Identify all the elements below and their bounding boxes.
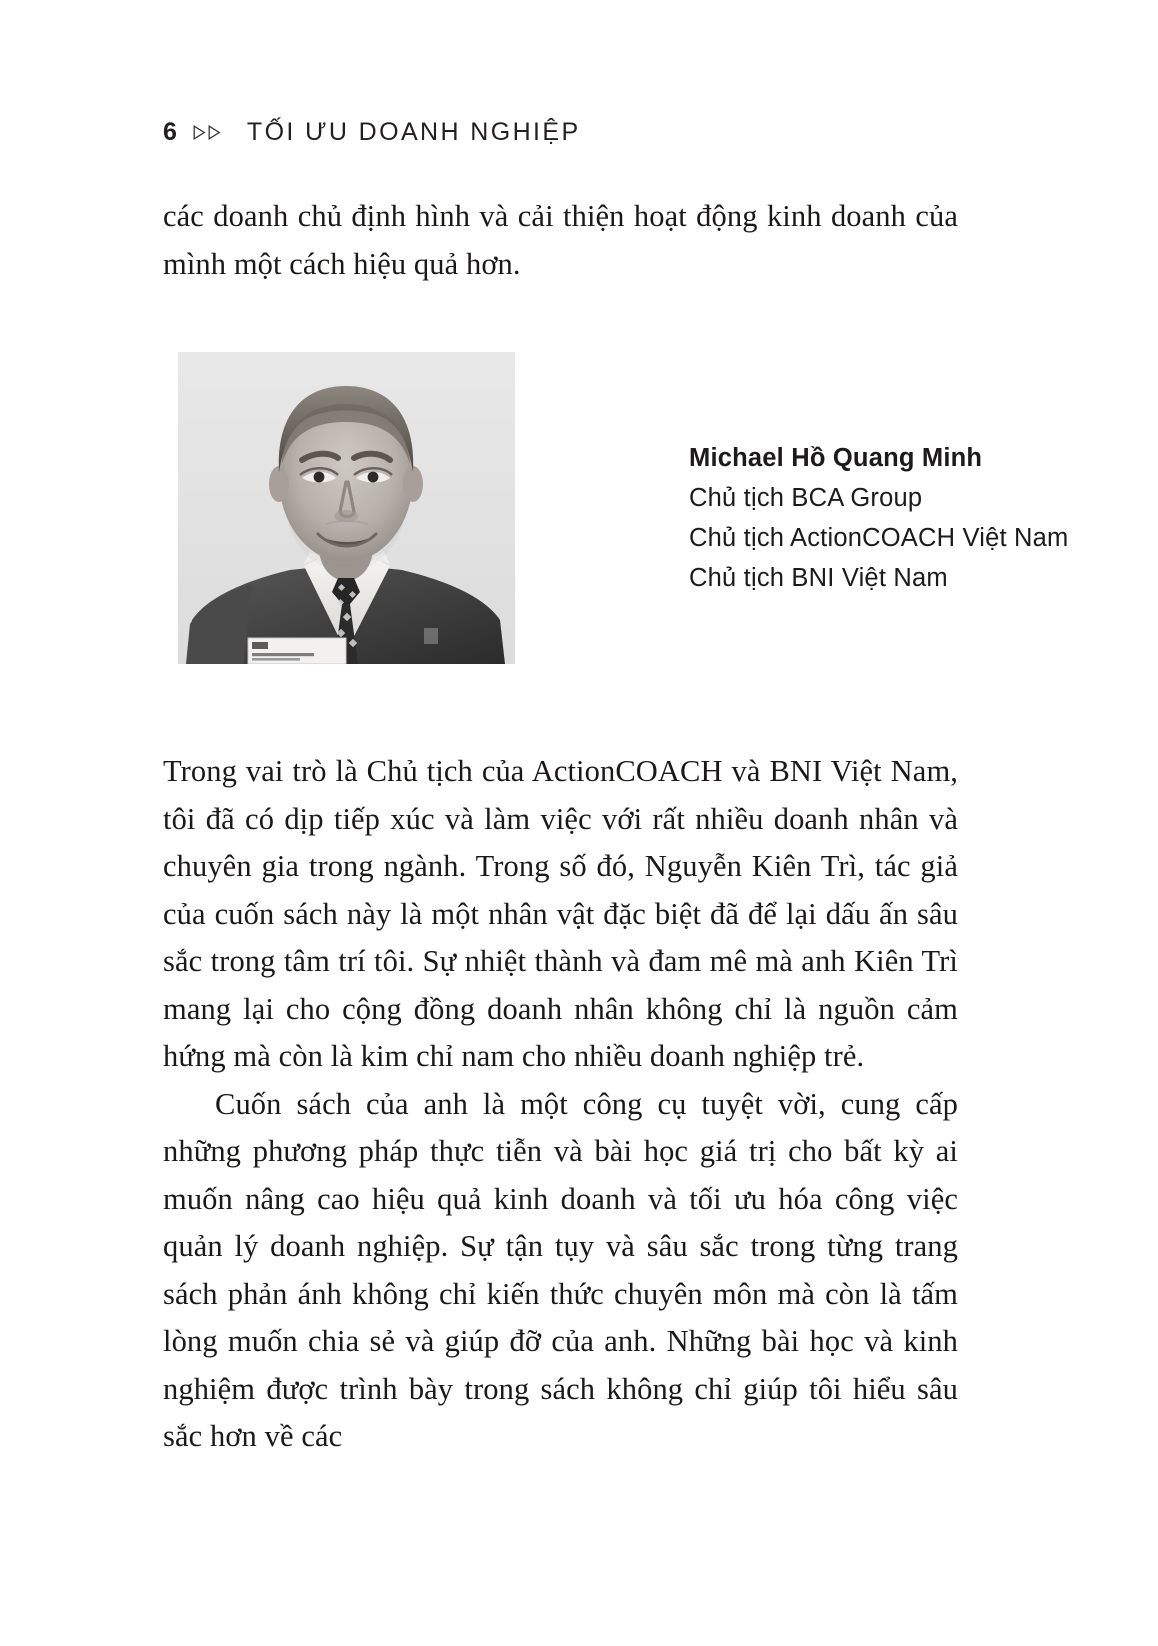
profile-block xyxy=(178,352,1068,664)
profile-name: Michael Hồ Quang Minh xyxy=(689,444,983,472)
running-head xyxy=(163,118,581,147)
main-text-block xyxy=(163,748,958,1461)
body-paragraph-1: Trong vai trò là Chủ tịch của ActionCOACH và BNI Việt Nam, tôi đã có dịp tiếp xúc và làm việc với rất nhiều doanh nhân và chuyên gia trong ngành. Trong số đó, Nguyễn Kiên Trì, tác giả của cuốn sách này là một nhân vật đặc biệt đã để lại dấu ấn sâu sắc trong tâm trí tôi. Sự nhiệt thành và đam mê mà anh Kiên Trì mang lại cho cộng đồng doanh nhân không chỉ là nguồn cảm hứng mà còn là kim chỉ nam cho nhiều doanh nghiệp trẻ. xyxy=(163,754,958,1073)
name-badge xyxy=(248,638,346,664)
running-head-title: TỐI ƯU DOANH NGHIỆP xyxy=(246,118,581,146)
profile-role-3: Chủ tịch BNI Việt Nam xyxy=(689,564,948,592)
page-number: 6 xyxy=(163,118,177,146)
triangle-right-icon-2 xyxy=(208,125,221,140)
body-paragraph-2: Cuốn sách của anh là một công cụ tuyệt vời, cung cấp những phương pháp thực tiễn và bài học giá trị cho bất kỳ ai muốn nâng cao hiệu quả kinh doanh và tối ưu hóa công việc quản lý doanh nghiệp. Sự tận tụy và sâu sắc trong từng trang sách phản ánh không chỉ kiến thức chuyên môn mà còn là tấm lòng muốn chia sẻ và giúp đỡ của anh. Những bài học và kinh nghiệm được trình bày trong sách không chỉ giúp tôi hiểu sâu sắc hơn về các xyxy=(163,1086,958,1453)
profile-role-1: Chủ tịch BCA Group xyxy=(689,484,923,512)
profile-caption xyxy=(689,352,1068,598)
double-triangle-right-icon xyxy=(193,125,221,140)
profile-role-2: Chủ tịch ActionCOACH Việt Nam xyxy=(689,524,1069,552)
intro-paragraph: các doanh chủ định hình và cải thiện hoạt động kinh doanh của mình một cách hiệu quả hơn. xyxy=(163,199,958,281)
portrait-photo xyxy=(178,352,515,664)
intro-paragraph-block xyxy=(163,193,958,288)
triangle-right-icon-1 xyxy=(193,125,206,140)
